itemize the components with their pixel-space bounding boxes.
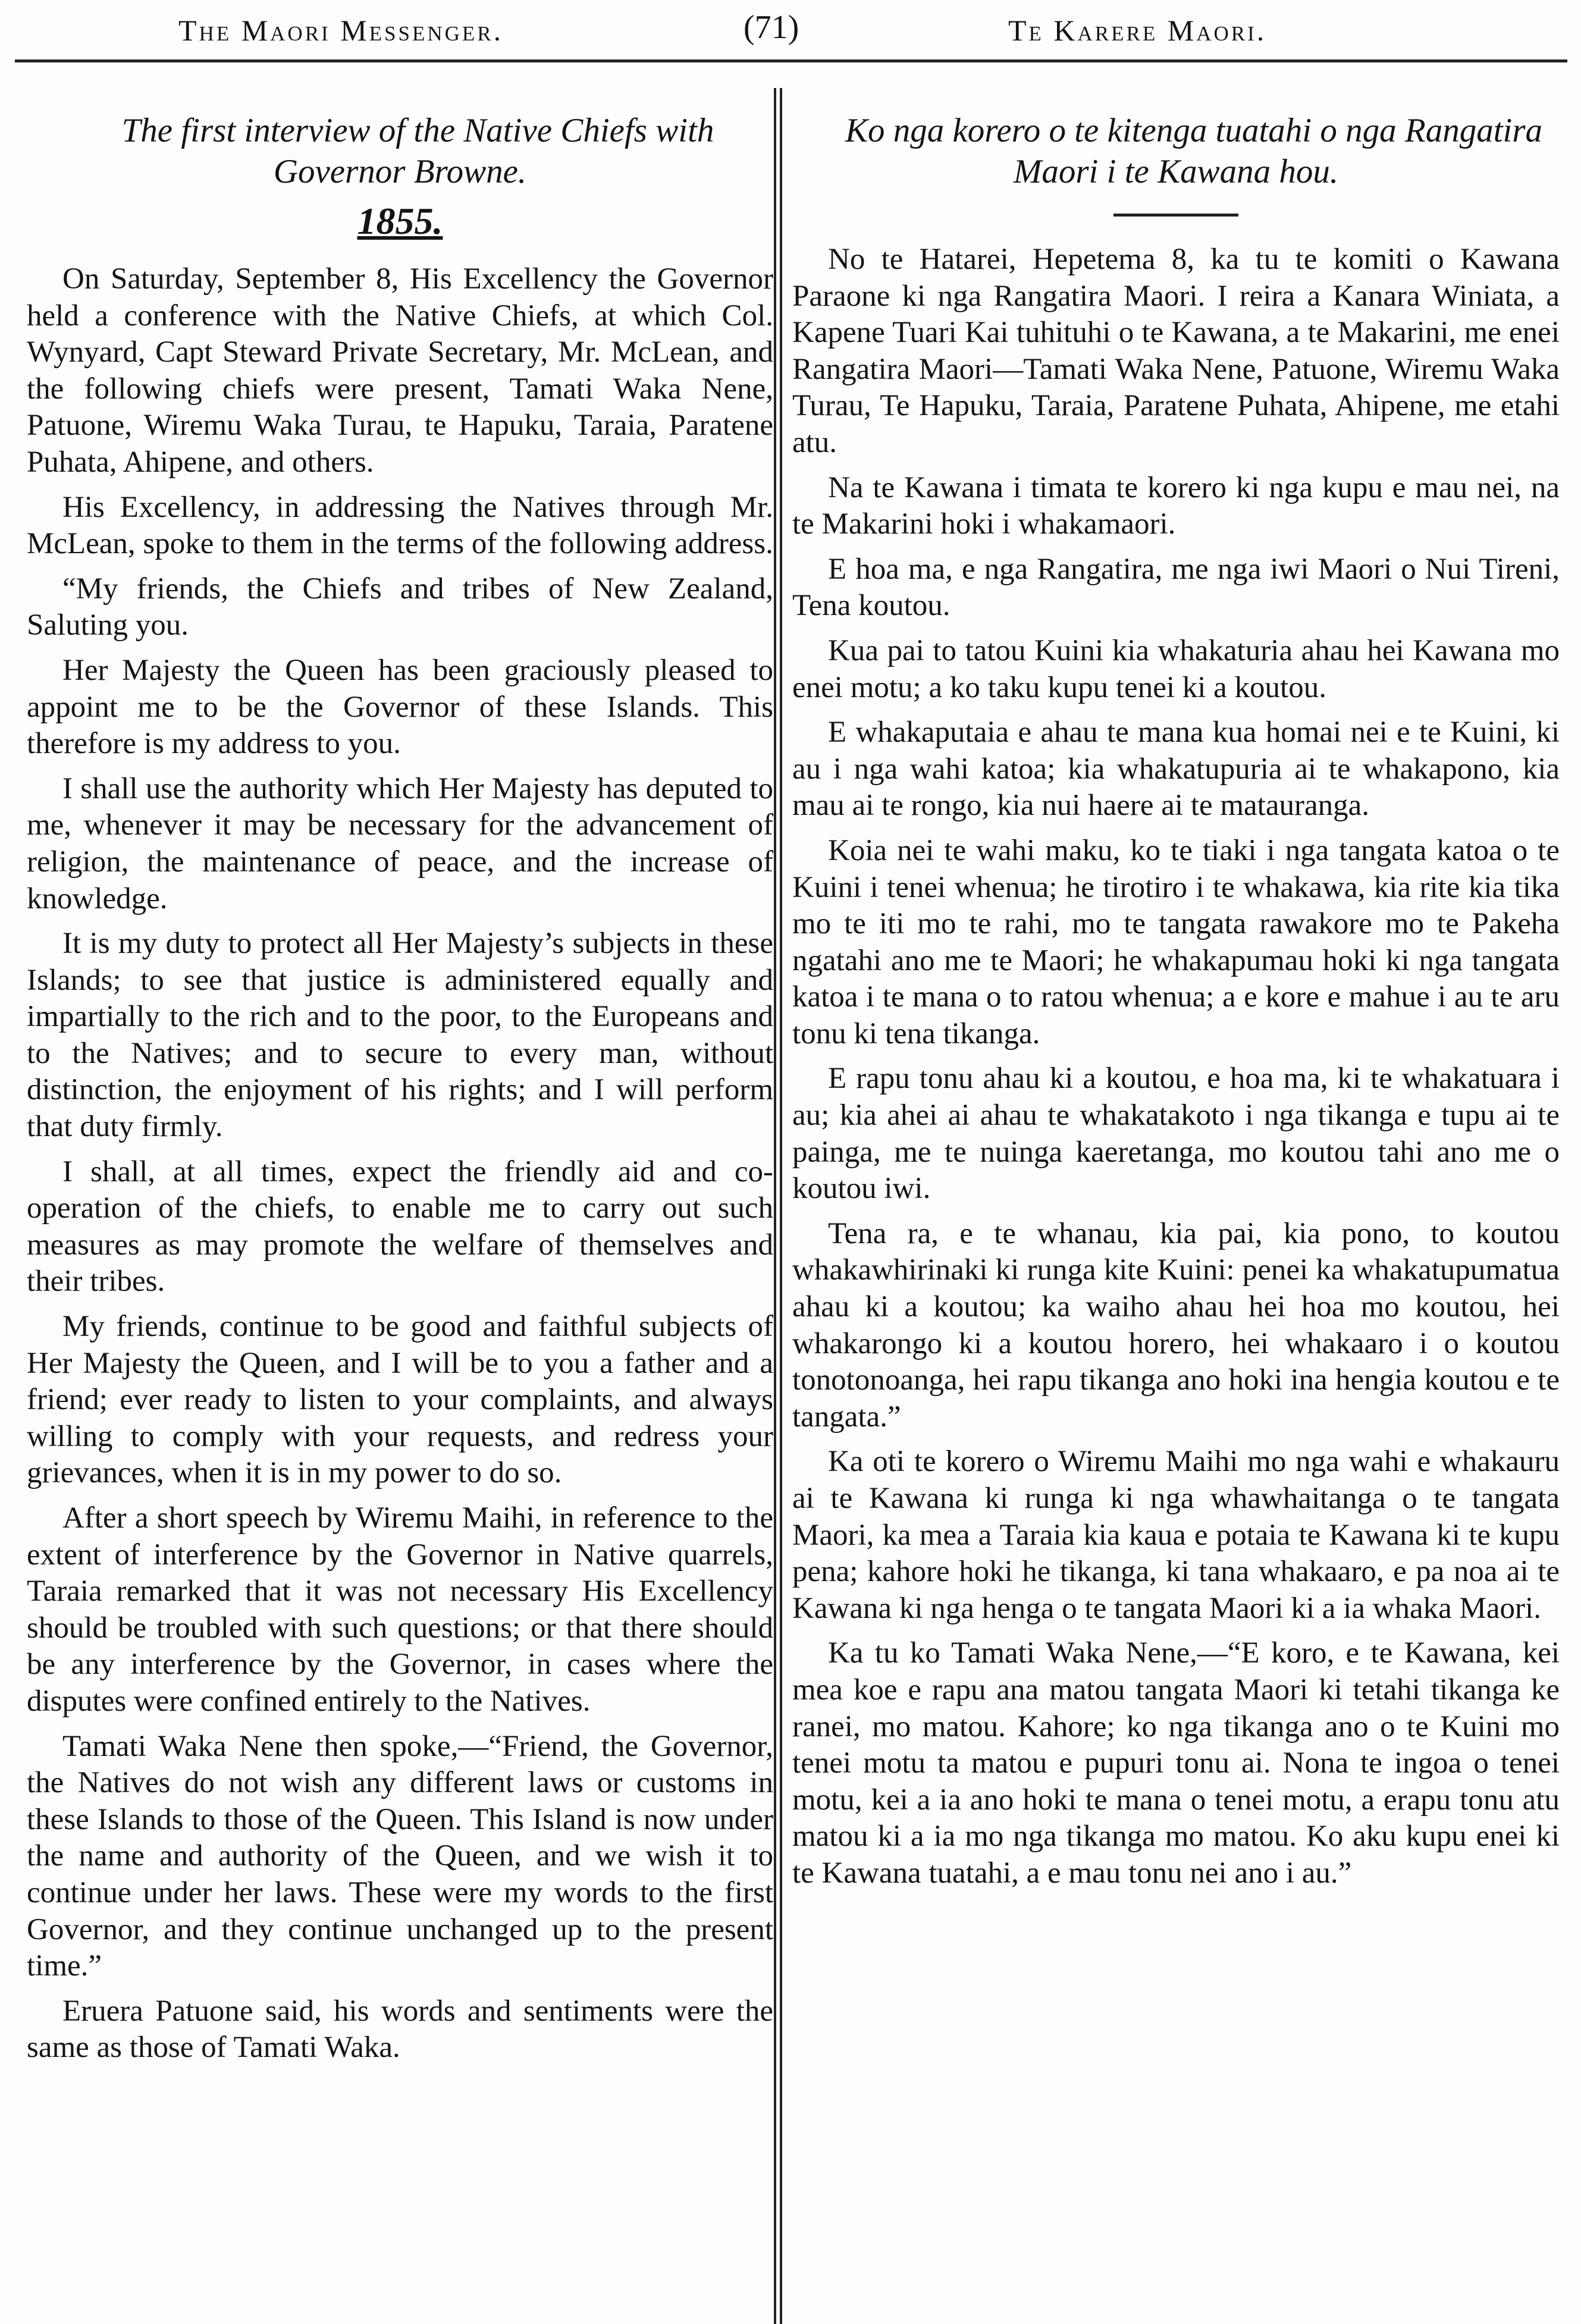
english-paragraph: My friends, continue to be good and faithful subjects of Her Majesty the Queen, and I will be to you a father and a friend; ever ready to listen to your complaints, and always willing to comply with your requests, and redress your grievances, when it is in my power to do so. [27,1310,773,1490]
column-divider-right [780,88,782,2324]
running-header [0,0,1581,62]
english-paragraph: His Excellency, in addressing the Natives through Mr. McLean, spoke to them in the terms of the following address. [27,490,773,561]
maori-paragraph: Koia nei te wahi maku, ko te tiaki i nga tangata katoa o te Kuini i tenei whenua; he tirotiro i te whakawa, kia rite kia tika mo te iti mo te rahi, mo te tangata rawakore mo te Pakeha ngatahi ano me te Maori; he whakapumau hoki ki nga tangata katoa i te mana o to ratou whenua; a e kore e mahue i au te aru tonu ki tena tikanga. [792,833,1560,1050]
english-article-title: The first interview of the Native Chiefs with Governor Browne. [121,112,714,190]
title-rule [1113,214,1238,217]
english-paragraph: I shall, at all times, expect the friendly aid and co-operation of the chiefs, to enable me to carry out such measures as may promote the welfare of themselves and their tribes. [27,1155,773,1299]
maori-paragraph: E hoa ma, e nga Rangatira, me nga iwi Maori o Nui Tireni, Tena koutou. [792,552,1560,623]
maori-paragraph: Ka oti te korero o Wiremu Maihi mo nga wahi e whakauru ai te Kawana ki runga ki nga whawhaitanga o te tangata Maori, ka mea a Taraia kia kaua e potaia te Kawana ki te kupu pena; kahore hoki he tikanga, ki tana whakaaro, e pa noa ai te Kawana ki nga henga o te tangata Maori ki a ia whaka Maori. [792,1445,1560,1625]
maori-paragraph: Na te Kawana i timata te korero ki nga kupu e mau nei, na te Makarini hoki i whakamaori. [792,471,1560,541]
english-paragraph: On Saturday, September 8, His Excellency the Governor held a conference with the Native Chiefs, at which Col. Wynyard, Capt Steward Private Secretary, Mr. McLean, and the following chiefs were present, Tamati Waka Nene, Patuone, Wiremu Waka Turau, te Hapuku, Taraia, Paratene Puhata, Ahipene, and others. [27,262,773,479]
maori-article-title: Ko nga korero o te kitenga tuatahi o nga Rangatira Maori i te Kawana hou. [845,112,1543,190]
english-paragraph: I shall use the authority which Her Majesty has deputed to me, whenever it may be necessary for the advancement of religion, the maintenance of peace, and the increase of knowledge. [27,771,773,915]
english-paragraph: Eruera Patuone said, his words and sentiments were the same as those of Tamati Waka. [27,1994,773,2065]
header-rule [15,59,1567,62]
maori-column [792,110,1560,1900]
header-title-maori: Te Karere Maori. [1008,14,1267,47]
handwritten-year: 1855. [357,200,443,242]
maori-paragraph: Kua pai to tatou Kuini kia whakaturia ahau hei Kawana mo enei motu; a ko taku kupu tenei ki a koutou. [792,633,1560,704]
maori-paragraph: E whakaputaia e ahau te mana kua homai nei e te Kuini, ki au i nga wahi katoa; kia whakatupuria ai te whakapono, kia mau ai te rongo, kia nui haere ai te matauranga. [792,716,1560,823]
column-divider-left [774,88,776,2324]
maori-paragraph: Tena ra, e te whanau, kia pai, kia pono, to koutou whakawhirinaki ki runga kite Kuini: penei ka whakatupumatua ahau ki a koutou; ka waiho ahau hei hoa mo koutou, hei whakarongo ki a koutou horero, hei whakaaro i o koutou tonotonoanga, hei rapu tikanga ano hoki ina hengia koutou e te tangata.” [792,1216,1560,1434]
english-paragraph: Tamati Waka Nene then spoke,—“Friend, the Governor, the Natives do not wish any different laws or customs in these Islands to those of the Queen. This Island is now under the name and authority of the Queen, and we wish it to continue under her laws. These were my words to the first Governor, and they continue unchanged up to the present time.” [27,1729,773,1983]
maori-paragraph: Ka tu ko Tamati Waka Nene,—“E koro, e te Kawana, kei mea koe e rapu ana matou tangata Maori ki tetahi tikanga ke ranei, mo matou. Kahore; ko nga tikanga ano o te Kuini mo tenei motu ta matou e pupuri tonu ai. Nona te ingoa o tenei motu, kei a ia ano hoki te mana o tenei motu, a erapu tonu atu matou ki a ia mo nga tikanga mo matou. Ko aku kupu enei ki te Kawana tuatahi, a e mau tonu nei ano i au.” [792,1636,1560,1890]
header-title-english: The Maori Messenger. [178,14,504,47]
maori-paragraph: No te Hatarei, Hepetema 8, ka tu te komiti o Kawana Paraone ki nga Rangatira Maori. I reira a Kanara Winiata, a Kapene Tuari Kai tuhituhi o te Kawana, a te Makarini, me enei Rangatira Maori—Tamati Waka Nene, Patuone, Wiremu Waka Turau, Te Hapuku, Taraia, Paratene Puhata, Ahipene, me etahi atu. [792,243,1560,459]
english-column [27,110,773,2075]
english-paragraph: Her Majesty the Queen has been graciously pleased to appoint me to be the Governor of these Islands. This therefore is my address to you. [27,653,773,761]
english-paragraph: It is my duty to protect all Her Majesty’s subjects in these Islands; to see that justice is administered equally and impartially to the rich and to the poor, to the Europeans and to the Natives; and to secure to every man, without distinction, the enjoyment of his rights; and I will perform that duty firmly. [27,927,773,1144]
page-number: (71) [744,9,799,46]
english-paragraph: “My friends, the Chiefs and tribes of New Zealand, Saluting you. [27,572,773,642]
english-paragraph: After a short speech by Wiremu Maihi, in reference to the extent of interference by the Governor in Native quarrels, Taraia remarked that it was not necessary His Excellency should be troubled with such questions; or that there should be any interference by the Governor, in cases where the disputes were confined entirely to the Natives. [27,1501,773,1718]
maori-paragraph: E rapu tonu ahau ki a koutou, e hoa ma, ki te whakatuara i au; kia ahei ai ahau te whakatakoto i nga tikanga e tupu ai te painga, me te nuinga kaeretanga, mo koutou tahi ano me o koutou iwi. [792,1062,1560,1206]
